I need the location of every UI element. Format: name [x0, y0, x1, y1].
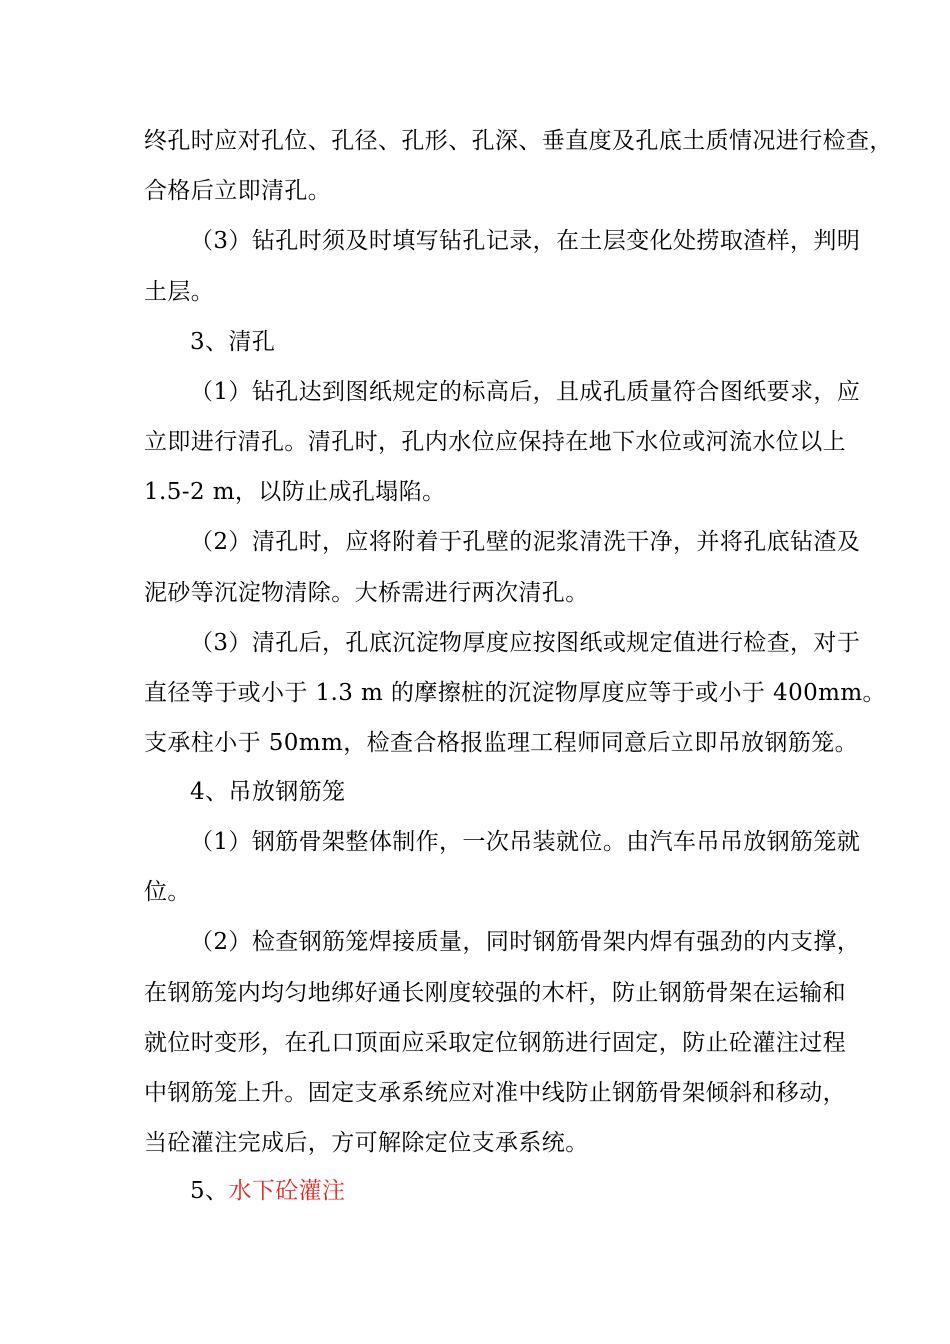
list-item-text: （3）清孔后，孔底沉淀物厚度应按图纸或规定值进行检查，对于 — [190, 630, 861, 656]
section-heading-rebar-cage: 4、吊放钢筋笼 — [190, 779, 346, 805]
body-text-line: 就位时变形，在孔口顶面应采取定位钢筋进行固定，防止砼灌注过程 — [144, 1030, 846, 1056]
list-item-text: （2）清孔时，应将附着于孔壁的泥浆清洗干净，并将孔底钻渣及 — [190, 529, 861, 555]
body-text-line: 支承柱小于 50mm，检查合格报监理工程师同意后立即吊放钢筋笼。 — [144, 730, 858, 756]
body-text-line: 泥砂等沉淀物清除。大桥需进行两次清孔。 — [144, 580, 589, 606]
section-heading-clean-hole: 3、清孔 — [190, 329, 276, 355]
body-text-line: 当砼灌注完成后，方可解除定位支承系统。 — [144, 1130, 589, 1156]
list-item-text: （3）钻孔时须及时填写钻孔记录，在土层变化处捞取渣样，判明 — [190, 228, 861, 254]
section-number: 5、 — [190, 1178, 229, 1204]
body-text-line: 位。 — [144, 879, 191, 905]
list-item-text: （1）钻孔达到图纸规定的标高后，且成孔质量符合图纸要求，应 — [190, 379, 861, 405]
body-text-line: 立即进行清孔。清孔时，孔内水位应保持在地下水位或河流水位以上 — [144, 429, 846, 455]
body-text-line: 土层。 — [144, 279, 215, 305]
body-text-line: 在钢筋笼内均匀地绑好通长刚度较强的木杆，防止钢筋骨架在运输和 — [144, 980, 846, 1006]
section-title-highlighted: 水下砼灌注 — [228, 1178, 346, 1204]
body-text-line: 直径等于或小于 1.3 m 的摩擦桩的沉淀物厚度应等于或小于 400mm。 — [144, 680, 886, 706]
body-text-line: 1.5-2 m，以防止成孔塌陷。 — [144, 479, 446, 505]
list-item-text: （1）钢筋骨架整体制作，一次吊装就位。由汽车吊吊放钢筋笼就 — [190, 829, 861, 855]
list-item-text: （2）检查钢筋笼焊接质量，同时钢筋骨架内焊有强劲的内支撑， — [190, 929, 861, 955]
body-text-line: 中钢筋笼上升。固定支承系统应对准中线防止钢筋骨架倾斜和移动， — [144, 1080, 846, 1106]
body-text-line: 合格后立即清孔。 — [144, 178, 332, 204]
body-text-line: 终孔时应对孔位、孔径、孔形、孔深、垂直度及孔底土质情况进行检查， — [144, 128, 893, 154]
section-heading-underwater-concrete — [190, 1176, 345, 1206]
